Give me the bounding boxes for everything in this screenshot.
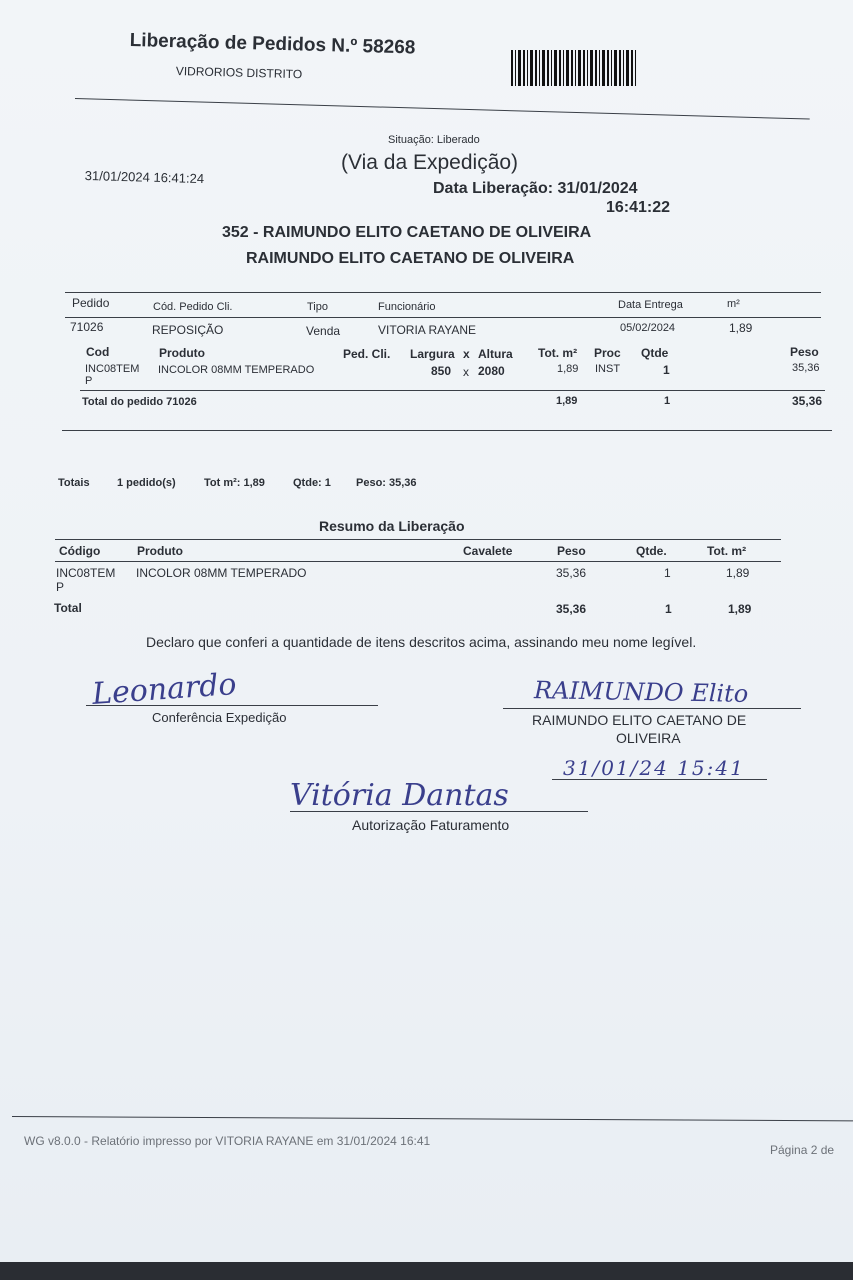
col-header-m2: m² <box>727 298 740 310</box>
summary-total-label: Total <box>54 601 82 615</box>
item-weight: 35,36 <box>792 362 820 374</box>
summary-product: INCOLOR 08MM TEMPERADO <box>136 566 307 580</box>
handwritten-date: 31/01/24 15:41 <box>563 756 745 780</box>
order-delivery-date: 05/02/2024 <box>620 322 676 334</box>
summary-header-qtde: Qtde. <box>636 544 667 558</box>
item-header-produto: Produto <box>159 346 205 360</box>
expedition-label: Conferência Expedição <box>152 710 287 725</box>
item-header-cod: Cod <box>86 345 110 359</box>
summary-total-qty: 1 <box>665 602 672 616</box>
summary-header-cavalete: Cavalete <box>463 544 513 558</box>
divider <box>65 317 821 318</box>
barcode <box>511 50 637 86</box>
item-width: 850 <box>431 364 452 378</box>
item-header-tot-m2: Tot. m² <box>538 346 578 360</box>
col-header-tipo: Tipo <box>307 301 328 313</box>
col-header-cod-pedido: Cód. Pedido Cli. <box>153 301 233 313</box>
client-signature-label-line2: OLIVEIRA <box>616 730 681 746</box>
footer-page: Página 2 de <box>770 1143 835 1157</box>
item-qty: 1 <box>663 363 670 377</box>
status-text: Situação: Liberado <box>388 134 480 146</box>
summary-header-codigo: Código <box>59 544 101 558</box>
print-datetime: 31/01/2024 16:41:24 <box>84 168 205 187</box>
expedition-signature: Leonardo <box>90 667 238 712</box>
client-signature: RAIMUNDO Elito <box>533 676 749 708</box>
order-total-m2: 1,89 <box>556 395 578 407</box>
totals-orders: 1 pedido(s) <box>117 477 176 489</box>
order-client-code: REPOSIÇÃO <box>152 323 224 337</box>
divider <box>62 430 832 431</box>
summary-title: Resumo da Liberação <box>319 518 465 534</box>
summary-qty: 1 <box>664 566 671 580</box>
summary-header-produto: Produto <box>137 544 183 558</box>
item-header-peso: Peso <box>790 345 819 359</box>
divider <box>80 390 825 391</box>
billing-signature: Vitória Dantas <box>290 778 509 813</box>
client-name: 352 - RAIMUNDO ELITO CAETANO DE OLIVEIRA <box>222 224 592 241</box>
totals-m2: Tot m²: 1,89 <box>204 477 265 489</box>
date-line <box>552 779 767 780</box>
summary-total-m2: 1,89 <box>728 602 752 616</box>
order-m2: 1,89 <box>729 321 753 335</box>
summary-code: INC08TEM <box>56 566 116 580</box>
company-name: VIDRORIOS DISTRITO <box>175 64 303 82</box>
item-product: INCOLOR 08MM TEMPERADO <box>158 364 315 376</box>
order-employee: VITORIA RAYANE <box>378 323 477 337</box>
via-label: (Via da Expedição) <box>341 151 519 174</box>
item-header-ped-cli: Ped. Cli. <box>343 347 391 361</box>
client-signature-label: RAIMUNDO ELITO CAETANO DE <box>532 712 747 728</box>
item-header-x: x <box>463 347 470 361</box>
release-date: Data Liberação: 31/01/2024 <box>433 180 638 197</box>
document-title: Liberação de Pedidos N.º 58268 <box>129 30 416 59</box>
order-type: Venda <box>306 324 341 338</box>
summary-total-weight: 35,36 <box>556 602 587 616</box>
divider <box>55 561 781 562</box>
summary-header-tot-m2: Tot. m² <box>707 544 747 558</box>
totals-label: Totais <box>58 477 90 489</box>
item-header-largura: Largura <box>410 347 455 361</box>
totals-weight: Peso: 35,36 <box>356 477 417 489</box>
footer-divider <box>12 1116 853 1121</box>
billing-label: Autorização Faturamento <box>352 817 510 833</box>
item-proc: INST <box>595 363 621 375</box>
divider <box>65 292 821 293</box>
item-header-proc: Proc <box>594 346 621 360</box>
divider <box>55 539 781 540</box>
item-x: x <box>463 365 469 379</box>
item-header-altura: Altura <box>478 347 513 361</box>
release-time: 16:41:22 <box>606 199 671 216</box>
divider <box>75 98 810 120</box>
order-number: 71026 <box>70 320 104 334</box>
totals-qty: Qtde: 1 <box>293 477 331 489</box>
signature-line <box>290 811 588 812</box>
summary-header-peso: Peso <box>557 544 586 558</box>
summary-code-suffix: P <box>56 580 65 594</box>
item-height: 2080 <box>478 364 505 378</box>
client-name-secondary: RAIMUNDO ELITO CAETANO DE OLIVEIRA <box>246 250 575 267</box>
col-header-funcionario: Funcionário <box>378 301 436 313</box>
item-tot-m2: 1,89 <box>557 363 579 375</box>
order-total-qty: 1 <box>664 395 671 407</box>
item-code: INC08TEM <box>85 363 140 375</box>
item-header-qtde: Qtde <box>641 346 669 360</box>
item-code-suffix: P <box>85 375 93 387</box>
order-total-weight: 35,36 <box>792 394 823 408</box>
footer-report: WG v8.0.0 - Relatório impresso por VITORIA RAYANE em 31/01/2024 16:41 <box>24 1134 431 1148</box>
order-total-label: Total do pedido 71026 <box>82 396 197 408</box>
col-header-pedido: Pedido <box>72 296 110 310</box>
summary-m2: 1,89 <box>726 566 750 580</box>
col-header-data-entrega: Data Entrega <box>618 299 683 311</box>
signature-line <box>86 705 378 706</box>
signature-line <box>503 708 801 709</box>
declaration-text: Declaro que conferi a quantidade de itens descritos acima, assinando meu nome legível. <box>146 634 697 650</box>
summary-weight: 35,36 <box>556 566 587 580</box>
